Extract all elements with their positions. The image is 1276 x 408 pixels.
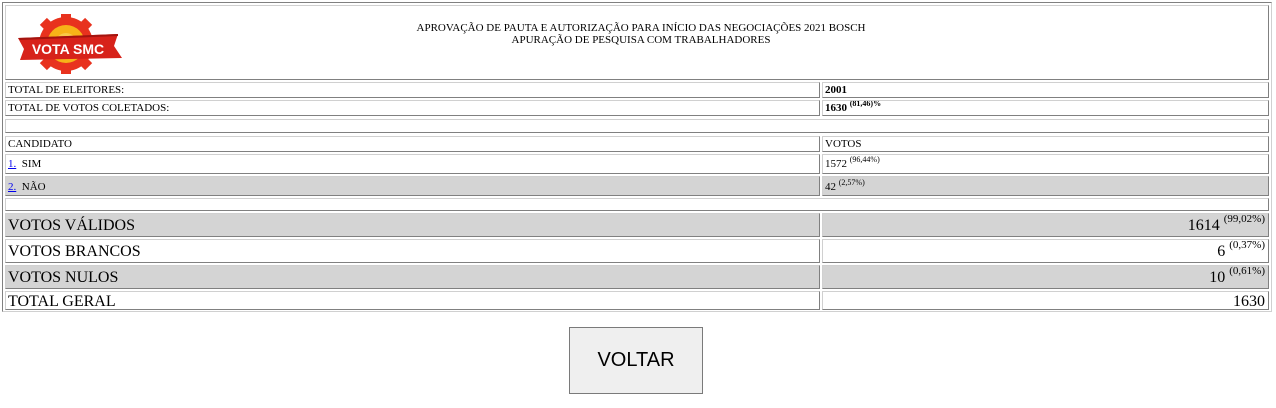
candidate-1-name: SIM (21, 158, 42, 170)
candidate-2-pct: (2,57%) (838, 178, 865, 187)
spacer-row (5, 198, 1269, 211)
votes-collected-label: TOTAL DE VOTOS COLETADOS: (5, 100, 820, 116)
valid-votes-cell (822, 213, 1269, 237)
candidate-1-pct: (96,44%) (849, 155, 880, 164)
votes-collected-pct: (81,46)% (849, 100, 882, 108)
total-voters-label: TOTAL DE ELEITORES: (5, 82, 820, 98)
blank-votes-cell (822, 239, 1269, 263)
candidate-2-link[interactable]: 2. (8, 181, 17, 193)
blank-votes-value: 6 (1217, 243, 1226, 260)
col-votes-header: VOTOS (822, 136, 1269, 152)
report-title (6, 22, 1268, 46)
col-candidate-header: CANDIDATO (5, 136, 820, 152)
candidate-1-votes: 1572 (825, 158, 847, 170)
candidate-1-link[interactable]: 1. (8, 158, 17, 170)
null-votes-value: 10 (1209, 269, 1226, 286)
blank-votes-pct: (0,37%) (1229, 239, 1265, 251)
report-title-line2: APURAÇÃO DE PESQUISA COM TRABALHADORES (511, 34, 771, 46)
report-title-line1: APROVAÇÃO DE PAUTA E AUTORIZAÇÃO PARA INÍCIO DAS NEGOCIAÇÕES 2021 BOSCH (416, 22, 866, 34)
candidate-2-name: NÃO (21, 181, 46, 193)
grand-total-label: TOTAL GERAL (5, 291, 820, 310)
back-button[interactable]: VOLTAR (569, 327, 703, 394)
spacer-row (5, 119, 1269, 133)
valid-votes-pct: (99,02%) (1223, 213, 1265, 225)
null-votes-pct: (0,61%) (1229, 265, 1265, 277)
null-votes-cell (822, 265, 1269, 289)
candidate-2-votes-cell (822, 176, 1269, 196)
votes-collected-value: 1630 (825, 102, 847, 114)
null-votes-label: VOTOS NULOS (5, 265, 820, 289)
logo-text: VOTA SMC (31, 41, 105, 57)
candidate-row-nao (5, 176, 820, 196)
results-table (2, 2, 1272, 312)
valid-votes-label: VOTOS VÁLIDOS (5, 213, 820, 237)
report-header (5, 5, 1269, 80)
valid-votes-value: 1614 (1187, 217, 1220, 234)
total-voters-value: 2001 (822, 82, 1269, 98)
candidate-1-votes-cell (822, 154, 1269, 174)
votes-collected-cell (822, 100, 1269, 116)
candidate-2-votes: 42 (825, 181, 836, 193)
blank-votes-label: VOTOS BRANCOS (5, 239, 820, 263)
candidate-row-sim (5, 154, 820, 174)
grand-total-value: 1630 (822, 291, 1269, 310)
